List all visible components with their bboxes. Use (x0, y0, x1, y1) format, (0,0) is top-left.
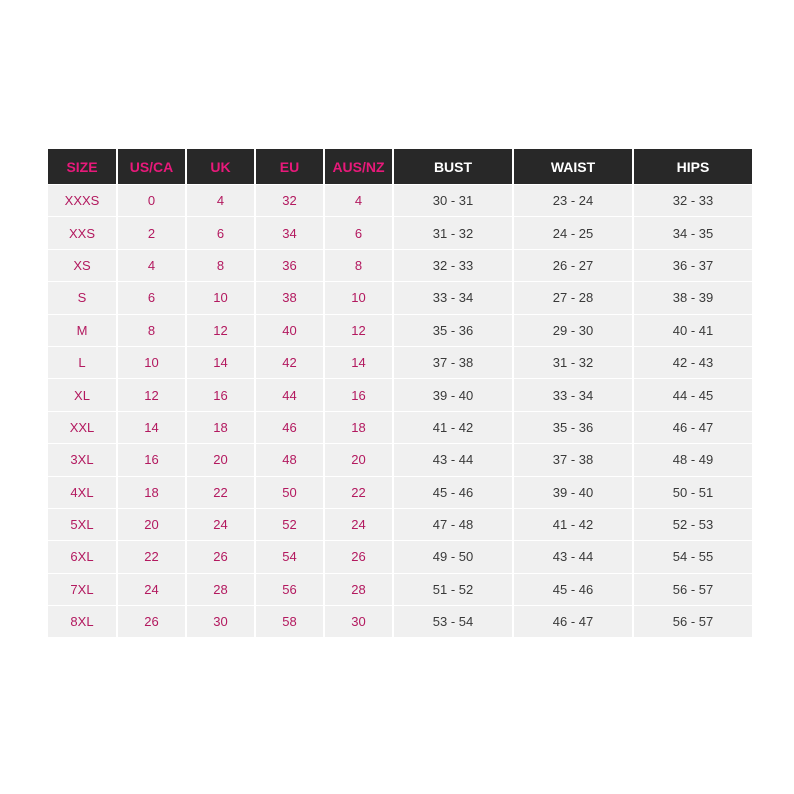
size-cell: XXXS (48, 185, 116, 216)
us-ca-cell: 4 (118, 250, 185, 281)
hips-cell: 38 - 39 (634, 282, 752, 313)
eu-cell: 34 (256, 217, 323, 248)
aus-nz-cell: 24 (325, 509, 392, 540)
size-cell: 8XL (48, 606, 116, 637)
us-ca-cell: 6 (118, 282, 185, 313)
us-ca-cell: 10 (118, 347, 185, 378)
waist-cell: 24 - 25 (514, 217, 632, 248)
uk-cell: 24 (187, 509, 254, 540)
uk-cell: 26 (187, 541, 254, 572)
hips-cell: 56 - 57 (634, 606, 752, 637)
bust-cell: 47 - 48 (394, 509, 512, 540)
eu-cell: 50 (256, 477, 323, 508)
bust-cell: 53 - 54 (394, 606, 512, 637)
bust-cell: 35 - 36 (394, 315, 512, 346)
size-cell: S (48, 282, 116, 313)
aus-nz-cell: 12 (325, 315, 392, 346)
aus-nz-cell: 10 (325, 282, 392, 313)
eu-header: EU (256, 149, 323, 184)
us-ca-cell: 8 (118, 315, 185, 346)
waist-cell: 23 - 24 (514, 185, 632, 216)
uk-cell: 16 (187, 379, 254, 410)
uk-cell: 8 (187, 250, 254, 281)
size-cell: L (48, 347, 116, 378)
table-row (48, 509, 752, 540)
waist-cell: 37 - 38 (514, 444, 632, 475)
bust-cell: 37 - 38 (394, 347, 512, 378)
aus-nz-cell: 26 (325, 541, 392, 572)
waist-cell: 29 - 30 (514, 315, 632, 346)
size-cell: 3XL (48, 444, 116, 475)
uk-cell: 20 (187, 444, 254, 475)
eu-cell: 42 (256, 347, 323, 378)
us-ca-cell: 12 (118, 379, 185, 410)
uk-cell: 12 (187, 315, 254, 346)
hips-cell: 36 - 37 (634, 250, 752, 281)
size-cell: XS (48, 250, 116, 281)
size-chart (48, 149, 746, 637)
eu-cell: 32 (256, 185, 323, 216)
table-row (48, 444, 752, 475)
table-row (48, 185, 752, 216)
hips-cell: 50 - 51 (634, 477, 752, 508)
bust-cell: 41 - 42 (394, 412, 512, 443)
bust-cell: 39 - 40 (394, 379, 512, 410)
table-row (48, 315, 752, 346)
eu-cell: 40 (256, 315, 323, 346)
hips-cell: 48 - 49 (634, 444, 752, 475)
hips-cell: 32 - 33 (634, 185, 752, 216)
size-chart-table (46, 148, 754, 638)
us-ca-cell: 16 (118, 444, 185, 475)
us-ca-cell: 18 (118, 477, 185, 508)
eu-cell: 36 (256, 250, 323, 281)
hips-header: HIPS (634, 149, 752, 184)
us-ca-cell: 26 (118, 606, 185, 637)
aus-nz-cell: 22 (325, 477, 392, 508)
waist-cell: 33 - 34 (514, 379, 632, 410)
uk-cell: 14 (187, 347, 254, 378)
table-row (48, 217, 752, 248)
eu-cell: 54 (256, 541, 323, 572)
aus-nz-cell: 6 (325, 217, 392, 248)
eu-cell: 44 (256, 379, 323, 410)
table-row (48, 379, 752, 410)
size-cell: M (48, 315, 116, 346)
hips-cell: 34 - 35 (634, 217, 752, 248)
waist-cell: 27 - 28 (514, 282, 632, 313)
uk-cell: 10 (187, 282, 254, 313)
uk-cell: 30 (187, 606, 254, 637)
hips-cell: 56 - 57 (634, 574, 752, 605)
hips-cell: 40 - 41 (634, 315, 752, 346)
waist-cell: 35 - 36 (514, 412, 632, 443)
bust-cell: 31 - 32 (394, 217, 512, 248)
table-row (48, 606, 752, 637)
waist-cell: 43 - 44 (514, 541, 632, 572)
table-row (48, 412, 752, 443)
aus-nz-cell: 28 (325, 574, 392, 605)
uk-cell: 28 (187, 574, 254, 605)
aus-nz-header: AUS/NZ (325, 149, 392, 184)
size-cell: 5XL (48, 509, 116, 540)
table-row (48, 574, 752, 605)
size-cell: XXL (48, 412, 116, 443)
aus-nz-cell: 4 (325, 185, 392, 216)
bust-header: BUST (394, 149, 512, 184)
us-ca-cell: 2 (118, 217, 185, 248)
table-body (48, 185, 752, 637)
size-cell: 4XL (48, 477, 116, 508)
bust-cell: 43 - 44 (394, 444, 512, 475)
eu-cell: 56 (256, 574, 323, 605)
uk-cell: 22 (187, 477, 254, 508)
bust-cell: 51 - 52 (394, 574, 512, 605)
hips-cell: 44 - 45 (634, 379, 752, 410)
bust-cell: 32 - 33 (394, 250, 512, 281)
waist-cell: 46 - 47 (514, 606, 632, 637)
bust-cell: 30 - 31 (394, 185, 512, 216)
table-row (48, 541, 752, 572)
waist-cell: 31 - 32 (514, 347, 632, 378)
us-ca-cell: 24 (118, 574, 185, 605)
bust-cell: 45 - 46 (394, 477, 512, 508)
size-cell: XXS (48, 217, 116, 248)
eu-cell: 46 (256, 412, 323, 443)
aus-nz-cell: 18 (325, 412, 392, 443)
waist-cell: 39 - 40 (514, 477, 632, 508)
eu-cell: 52 (256, 509, 323, 540)
uk-header: UK (187, 149, 254, 184)
us-ca-cell: 20 (118, 509, 185, 540)
table-row (48, 282, 752, 313)
uk-cell: 18 (187, 412, 254, 443)
aus-nz-cell: 14 (325, 347, 392, 378)
us-ca-cell: 0 (118, 185, 185, 216)
aus-nz-cell: 8 (325, 250, 392, 281)
size-cell: XL (48, 379, 116, 410)
hips-cell: 54 - 55 (634, 541, 752, 572)
aus-nz-cell: 30 (325, 606, 392, 637)
us-ca-cell: 22 (118, 541, 185, 572)
waist-cell: 26 - 27 (514, 250, 632, 281)
waist-cell: 45 - 46 (514, 574, 632, 605)
uk-cell: 6 (187, 217, 254, 248)
bust-cell: 49 - 50 (394, 541, 512, 572)
table-row (48, 347, 752, 378)
eu-cell: 38 (256, 282, 323, 313)
hips-cell: 46 - 47 (634, 412, 752, 443)
us-ca-cell: 14 (118, 412, 185, 443)
table-row (48, 250, 752, 281)
eu-cell: 48 (256, 444, 323, 475)
aus-nz-cell: 20 (325, 444, 392, 475)
aus-nz-cell: 16 (325, 379, 392, 410)
uk-cell: 4 (187, 185, 254, 216)
size-cell: 6XL (48, 541, 116, 572)
hips-cell: 52 - 53 (634, 509, 752, 540)
waist-header: WAIST (514, 149, 632, 184)
size-header: SIZE (48, 149, 116, 184)
bust-cell: 33 - 34 (394, 282, 512, 313)
table-row (48, 477, 752, 508)
us-ca-header: US/CA (118, 149, 185, 184)
hips-cell: 42 - 43 (634, 347, 752, 378)
header-row (48, 149, 752, 184)
waist-cell: 41 - 42 (514, 509, 632, 540)
size-cell: 7XL (48, 574, 116, 605)
eu-cell: 58 (256, 606, 323, 637)
